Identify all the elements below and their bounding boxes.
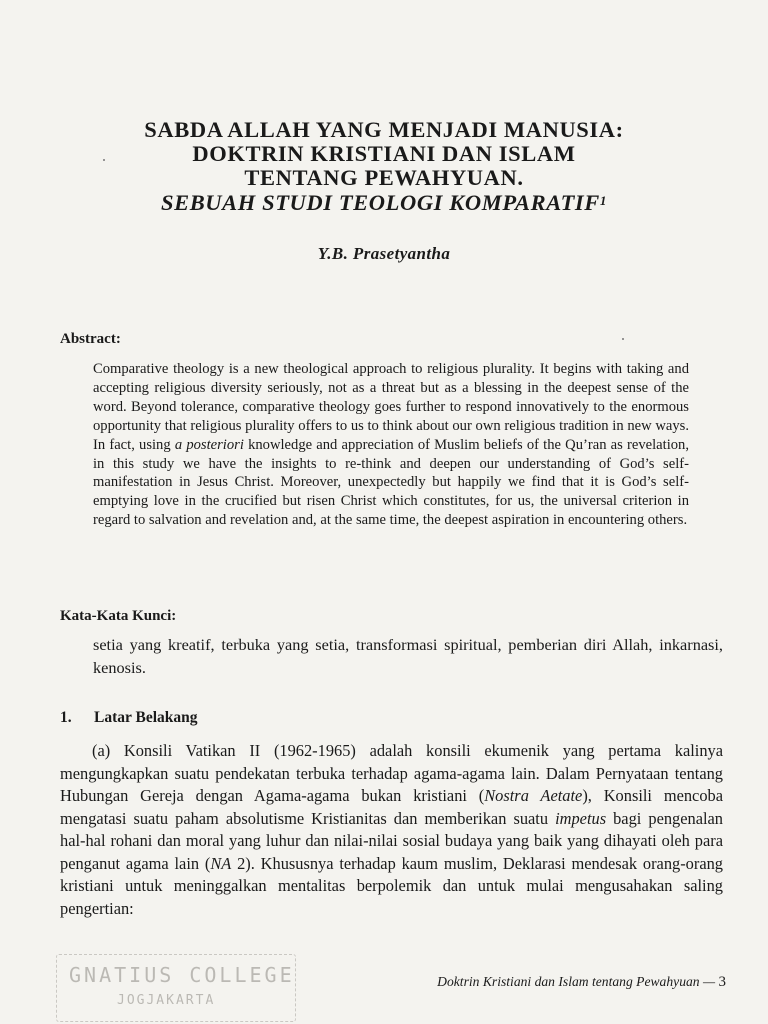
title-line-1: SABDA ALLAH YANG MENJADI MANUSIA:	[144, 117, 624, 142]
running-title: Doktrin Kristiani dan Islam tentang Pewahyuan	[437, 974, 700, 989]
subtitle-text: SEBUAH STUDI TEOLOGI KOMPARATIF	[160, 190, 600, 215]
body-part-4: 2). Khususnya terhadap kaum muslim, Deklarasi mendesak orang-orang kristiani untuk meninggalkan mentalitas berpolemik dan untuk mulai mengusahakan saling pengertian:	[60, 853, 723, 918]
title-line-3: TENTANG PEWAHYUAN.	[244, 165, 524, 190]
abstract-italic-term: a posteriori	[174, 436, 244, 453]
section-title: Latar Belakang	[94, 709, 198, 726]
scan-speck	[103, 159, 105, 161]
section-heading	[60, 709, 198, 727]
scan-speck	[622, 338, 624, 340]
keywords-heading: Kata-Kata Kunci:	[60, 608, 177, 624]
body-part-2: ), Konsili mencoba mengatasi suatu paham absolutisme Kristianitas dan memberikan suatu	[60, 786, 723, 828]
page-footer	[340, 974, 726, 991]
abstract-part-1: Comparative theology is a new theological approach to religious plurality. It begins with taking and accepting religious diversity seriously, not as a threat but as a blessing in the deepest sense of the word. Beyond tolerance, comparative theology goes further to respond innovatively to the enormous opportunity that religious plurality offers to us to think about our own religious tradition in new ways. In fact, using	[93, 361, 689, 453]
footnote-mark: 1	[599, 193, 607, 208]
subtitle	[0, 190, 768, 216]
body-italic-1: Nostra Aetate	[484, 786, 583, 805]
author: Y.B. Prasetyantha	[317, 244, 451, 263]
stamp-line-2: JOGJAKARTA	[117, 993, 216, 1008]
stamp-line-1: GNATIUS COLLEGE	[69, 963, 295, 987]
body-italic-3: NA	[210, 853, 232, 873]
library-stamp	[56, 954, 296, 1022]
abstract-part-2: knowledge and appreciation of Muslim beliefs of the Qu’ran as revelation, in this study we have the insights to re-think and deepen our understanding of God’s self-manifestation in Jesus Christ. Moreover, unexpectedly but happily we find that it is God’s self-emptying love in the crucified but risen Christ which constitutes, for us, the universal criterion in regard to salvation and revelation and, at the same time, the deepest aspiration in encountering others.	[93, 436, 690, 529]
abstract-heading: Abstract:	[60, 331, 121, 347]
title-line-2: DOKTRIN KRISTIANI DAN ISLAM	[192, 141, 576, 166]
body-italic-2: impetus	[555, 808, 607, 828]
body-part-3: bagi pengenalan hal-hal rohani dan moral yang luhur dan nilai-nilai sosial budaya yang baik yang dihayati oleh para penganut agama lain (	[60, 808, 723, 873]
section-number: 1.	[60, 709, 72, 726]
title-block	[0, 118, 768, 216]
body-paragraph	[60, 740, 723, 920]
body-part-1: (a) Konsili Vatikan II (1962-1965) adalah konsili ekumenik yang pertama kalinya mengungkapkan suatu pendekatan terbuka terhadap agama-agama lain. Dalam Pernyataan tentang Hubungan Gereja dengan Agama-agama bukan kristiani (	[60, 741, 723, 805]
page-number: 3	[718, 974, 726, 990]
abstract-text	[93, 360, 689, 530]
keywords-text: setia yang kreatif, terbuka yang setia, transformasi spiritual, pemberian diri Allah, inkarnasi, kenosis.	[93, 635, 723, 677]
footer-separator: —	[703, 974, 716, 989]
